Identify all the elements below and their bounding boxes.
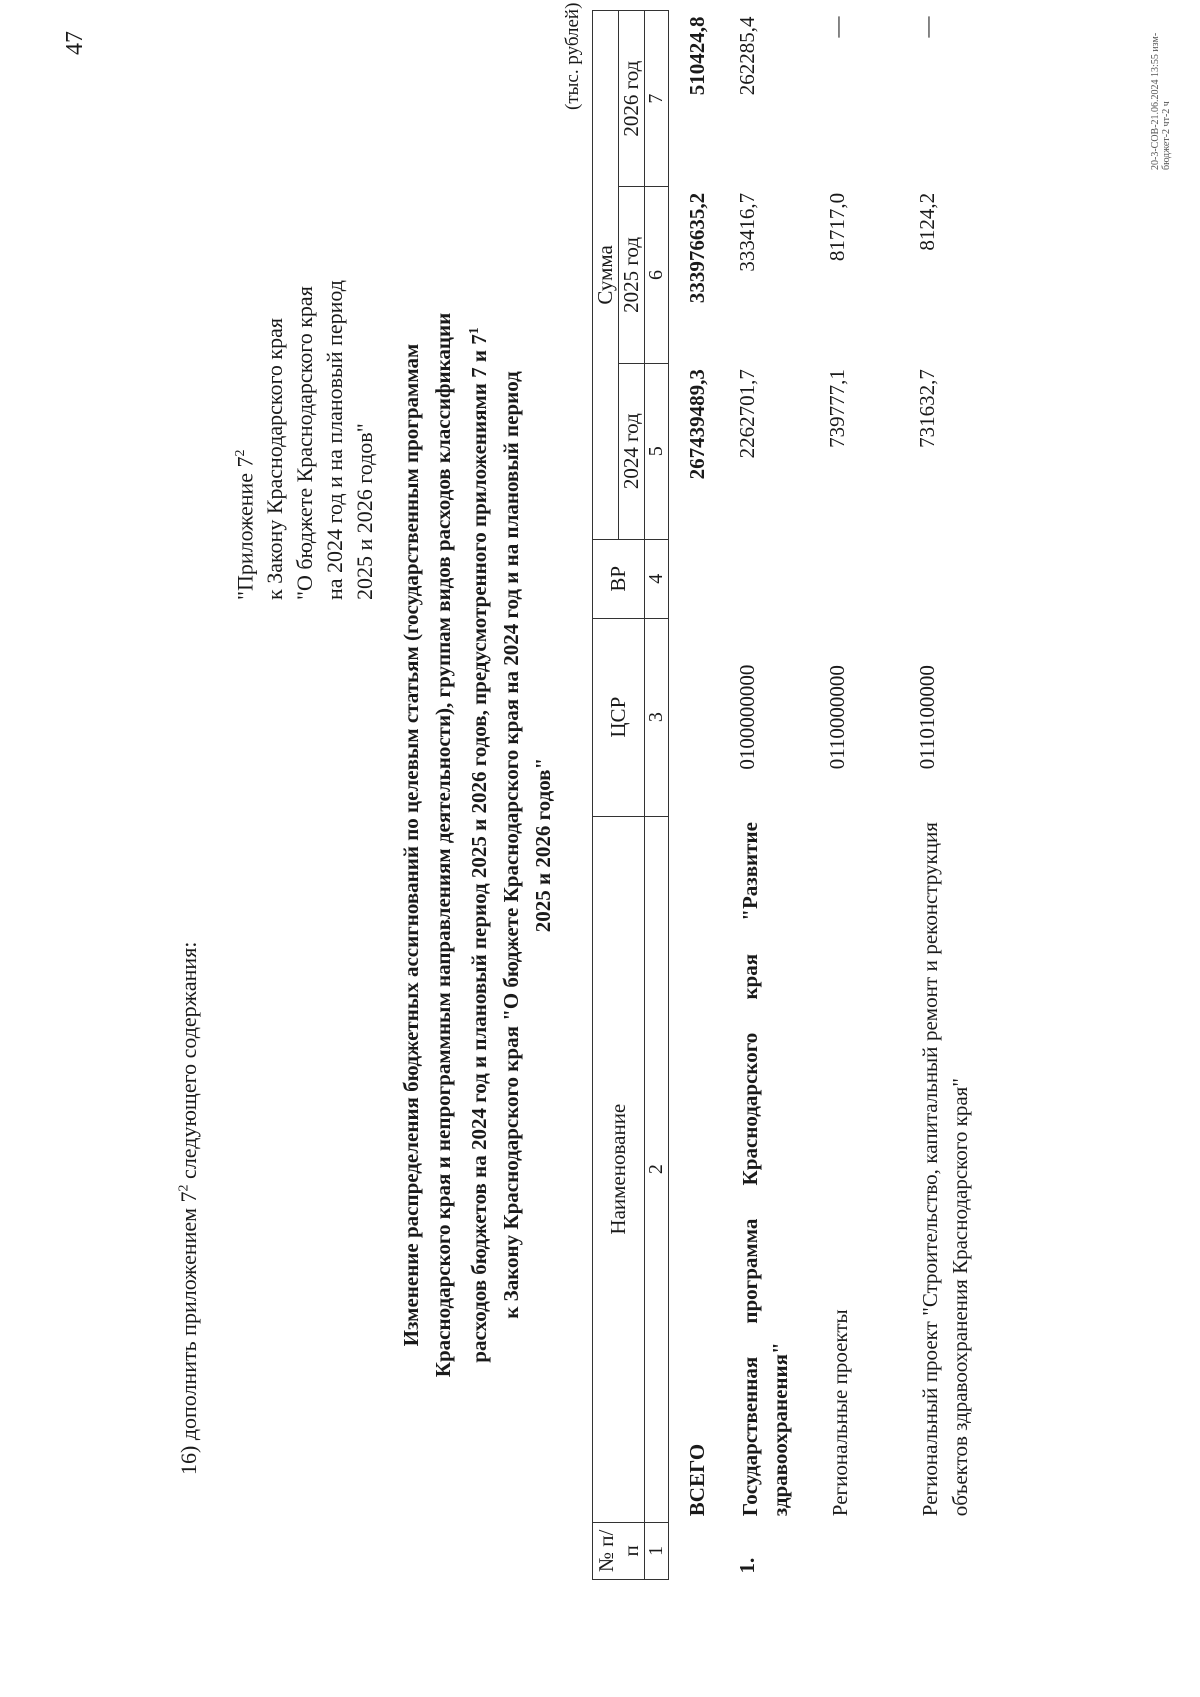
heading-line-2: Краснодарского края и непрограммным направлениям деятельности), группам видов расходов классификации <box>431 312 455 1378</box>
row-2025: 333416,7 <box>735 192 759 272</box>
heading-line-4: к Закону Краснодарского края "О бюджете Краснодарского края на 2024 год и на плановый период <box>499 371 523 1319</box>
appendix-line-1: "Приложение $7^2$ <box>232 449 258 600</box>
heading-line-1: Изменение распределения бюджетных ассигнований по целевым статьям (государственным программам <box>399 343 423 1347</box>
header-num: № п/п <box>593 1522 645 1579</box>
row-2024: 2262701,7 <box>735 369 759 459</box>
appendix-line-4: на 2024 год и на плановый период <box>322 280 348 600</box>
row-2026: — <box>915 16 939 38</box>
row-name: Государственная программа Краснодарского края "Развитие здравоохранения" <box>738 822 792 1517</box>
row-vr <box>725 539 815 618</box>
row-num: 1. <box>735 1557 759 1574</box>
header-sum: Сумма <box>593 11 619 540</box>
heading-line-5: 2025 и 2026 годов" <box>531 757 555 933</box>
total-2024: 267439489,3 <box>669 363 726 539</box>
appendix-line-2: к Закону Краснодарского края <box>262 317 288 600</box>
heading-line-3: расходов бюджетов на 2024 год и плановый период 2025 и 2026 годов, предусмотренного приложениями 7 и $7^1$ <box>467 327 491 1363</box>
colnum-4: 4 <box>645 539 669 618</box>
header-vr: ВР <box>593 539 645 618</box>
colnum-1: 1 <box>645 1522 669 1579</box>
row-csr: 0110000000 <box>825 665 849 770</box>
header-csr: ЦСР <box>593 618 645 816</box>
row-2024: 739777,1 <box>825 369 849 448</box>
row-csr: 0100000000 <box>735 664 759 770</box>
row-2024: 731632,7 <box>915 369 939 448</box>
row-csr: 0110100000 <box>915 665 939 770</box>
header-2025: 2025 год <box>619 187 645 363</box>
row-name: Региональный проект "Строительство, капитальный ремонт и реконструкция объектов здравоохранения Краснодарского края" <box>918 822 972 1517</box>
header-2026: 2026 год <box>619 11 645 187</box>
units-label: (тыс. рублей) <box>562 2 583 110</box>
total-2025: 333976635,2 <box>669 187 726 363</box>
footer-file-stamp: 20-3-СОВ-21.06.2024 13:55 изм-бюджет-2 чт-2 ч <box>1150 32 1172 170</box>
budget-table <box>592 10 1023 1580</box>
document-heading <box>395 165 559 1525</box>
table-row <box>905 11 1023 1580</box>
total-row <box>669 11 726 1580</box>
page-number: 47 <box>62 31 88 55</box>
appendix-line-5: 2025 и 2026 годов" <box>352 423 378 600</box>
colnum-3: 3 <box>645 618 669 816</box>
intro-text: 16) дополнить приложением $7^2$ следующего содержания: <box>176 941 201 1475</box>
appendix-line-3: "О бюджете Краснодарского края <box>292 286 318 600</box>
appendix-header <box>226 280 380 600</box>
header-2024: 2024 год <box>619 363 645 539</box>
total-2026: 510424,8 <box>669 11 726 187</box>
table-header-row <box>593 11 619 1580</box>
table-row <box>725 11 815 1580</box>
colnum-5: 5 <box>645 363 669 539</box>
row-vr <box>815 539 905 618</box>
column-number-row <box>645 11 669 1580</box>
colnum-7: 7 <box>645 11 669 187</box>
colnum-6: 6 <box>645 187 669 363</box>
row-vr <box>905 539 1023 618</box>
row-2025: 81717,0 <box>825 192 849 262</box>
row-2026: — <box>825 16 849 38</box>
table-row <box>815 11 905 1580</box>
row-num <box>905 1522 1023 1579</box>
row-2026: 262285,4 <box>735 16 759 96</box>
header-name: Наименование <box>593 816 645 1522</box>
colnum-2: 2 <box>645 816 669 1522</box>
row-2025: 8124,2 <box>915 192 939 251</box>
total-label: ВСЕГО <box>669 816 726 1522</box>
row-name: Региональные проекты <box>828 1309 852 1517</box>
row-num <box>815 1522 905 1579</box>
